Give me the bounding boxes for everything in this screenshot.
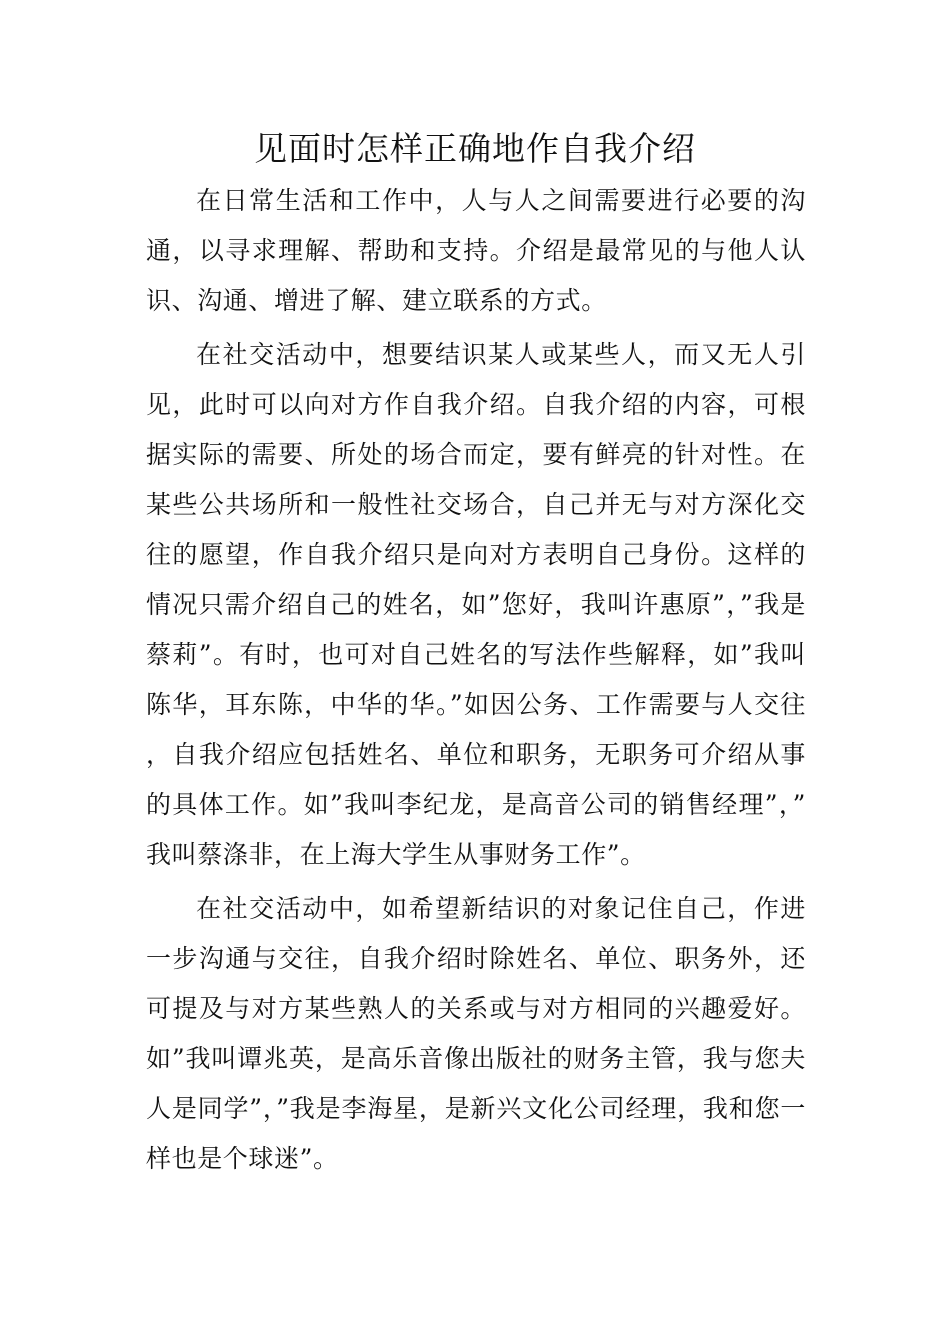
document-title: 见面时怎样正确地作自我介绍 [254, 129, 696, 168]
document-body [146, 176, 806, 1184]
paragraph: 在社交活动中，想要结识某人或某些人，而又无人引见，此时可以向对方作自我介绍。自我介绍的内容，可根据实际的需要、所处的场合而定，要有鲜亮的针对性。在某些公共场所和一般性社交场合，自己并无与对方深化交往的愿望，作自我介绍只是向对方表明自己身份。这样的情况只需介绍自己的姓名，如”您好，我叫许惠原”，”我是蔡莉”。有时，也可对自己姓名的写法作些解释，如”我叫陈华，耳东陈，中华的华。”如因公务、工作需要与人交往，自我介绍应包括姓名、单位和职务，无职务可介绍从事的具体工作。如”我叫李纪龙，是高音公司的销售经理”，”我叫蔡涤非，在上海大学生从事财务工作”。 [146, 340, 806, 869]
paragraph: 在社交活动中，如希望新结识的对象记住自己，作进一步沟通与交往，自我介绍时除姓名、单位、职务外，还可提及与对方某些熟人的关系或与对方相同的兴趣爱好。如”我叫谭兆英，是高乐音像出版社的财务主管，我与您夫人是同学”，”我是李海星，是新兴文化公司经理，我和您一样也是个球迷”。 [146, 894, 806, 1173]
paragraph: 在日常生活和工作中，人与人之间需要进行必要的沟通，以寻求理解、帮助和支持。介绍是最常见的与他人认识、沟通、增进了解、建立联系的方式。 [146, 186, 806, 315]
